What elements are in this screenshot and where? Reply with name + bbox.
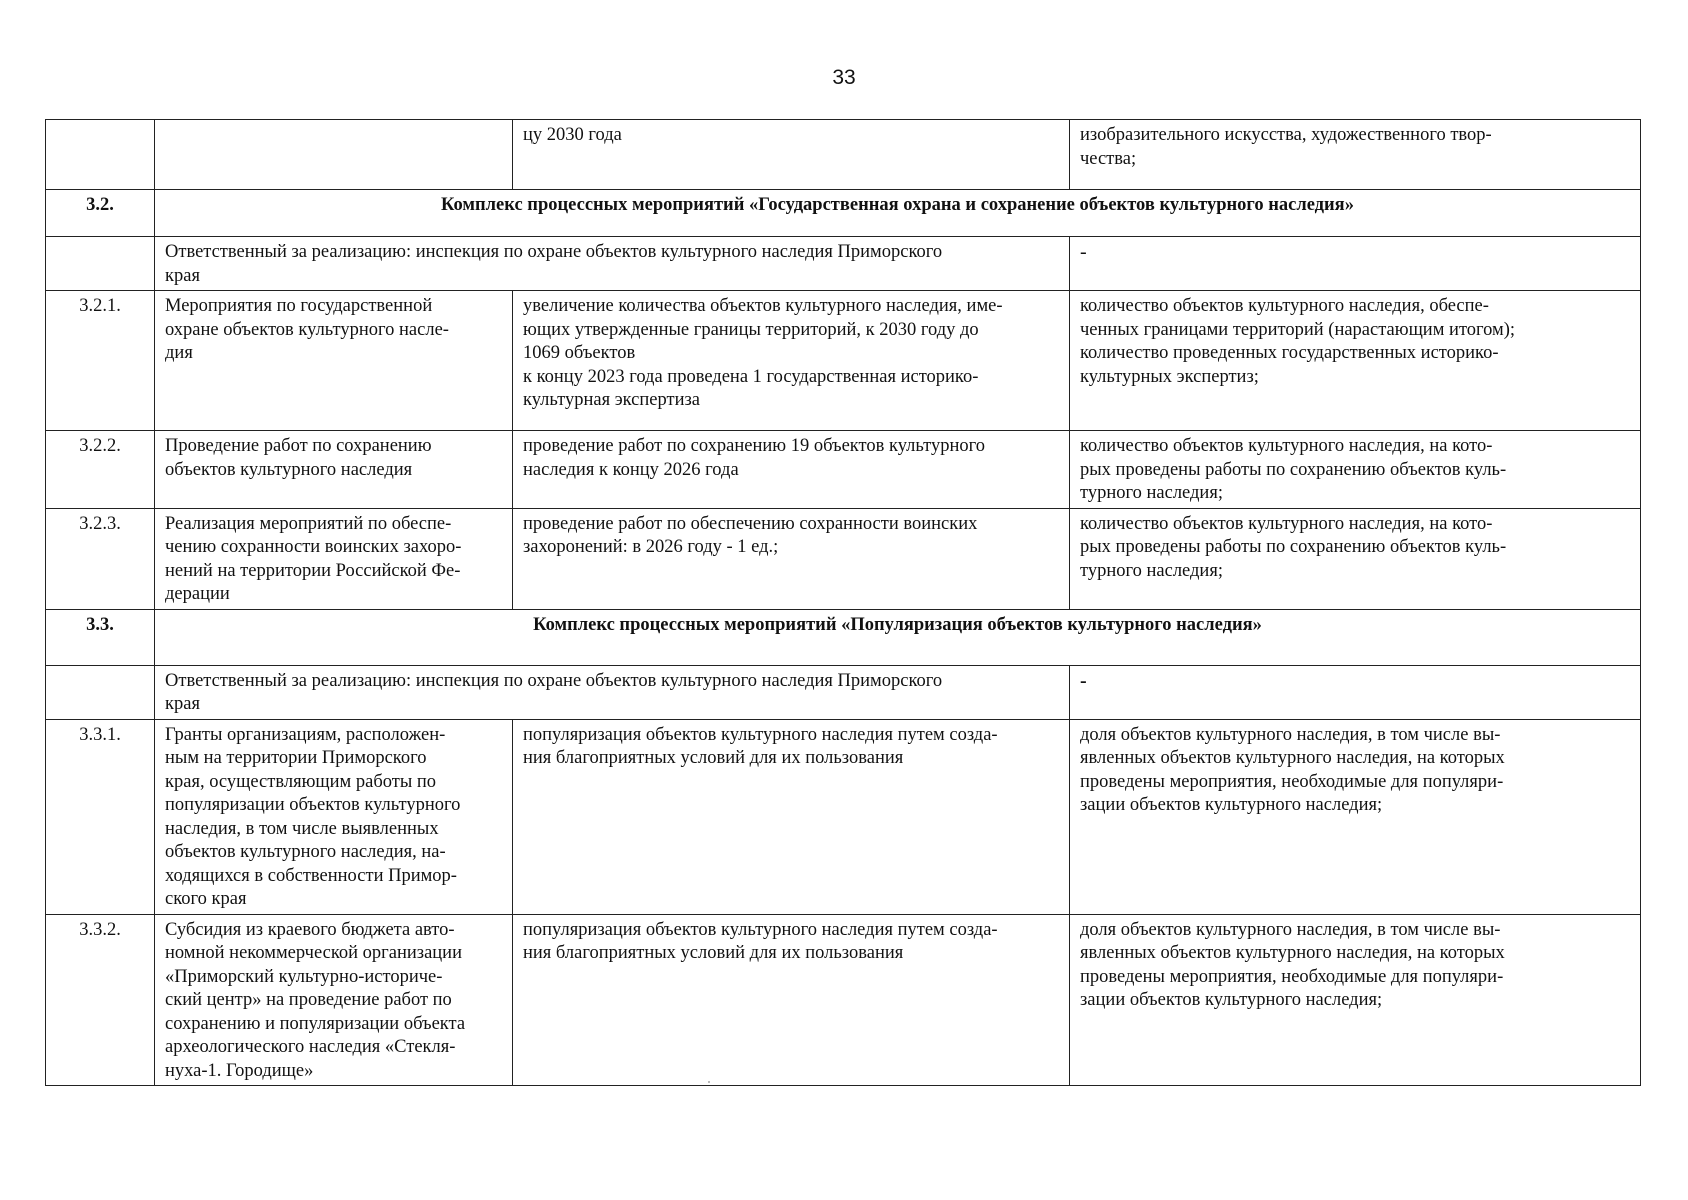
indicator-cell: изобразительного искусства, художественного твор- чества; — [1070, 120, 1641, 190]
indicator-cell: доля объектов культурного наследия, в том числе вы- явленных объектов культурного наследия, на которых проведены мероприятия, необходимые для популяри- зации объектов культурного наследия; — [1070, 914, 1641, 1086]
table-row — [46, 508, 1641, 609]
name-cell: Гранты организациям, расположен- ным на территории Приморского края, осуществляющим работы по популяризации объектов культурного наследия, в том числе выявленных объектов культурного наследия, на- ходящихся в собственности Примор- ского края — [155, 719, 513, 914]
responsible-row — [46, 665, 1641, 719]
section-title: Комплекс процессных мероприятий «Государственная охрана и сохранение объектов культурного наследия» — [155, 190, 1641, 237]
section-number: 3.2. — [46, 190, 155, 237]
name-cell: Реализация мероприятий по обеспе- чению сохранности воинских захоро- нений на территории Российской Фе- дерации — [155, 508, 513, 609]
responsible-text: Ответственный за реализацию: инспекция по охране объектов культурного наследия Приморского края — [155, 665, 1070, 719]
result-cell: популяризация объектов культурного наследия путем созда- ния благоприятных условий для их пользования — [513, 914, 1070, 1086]
result-cell: проведение работ по обеспечению сохранности воинских захоронений: в 2026 году - 1 ед.; — [513, 508, 1070, 609]
name-cell: Мероприятия по государственной охране объектов культурного насле- дия — [155, 291, 513, 431]
result-cell: цу 2030 года — [513, 120, 1070, 190]
row-number: 3.2.2. — [46, 431, 155, 509]
section-number: 3.3. — [46, 609, 155, 665]
row-number: 3.3.2. — [46, 914, 155, 1086]
table-row — [46, 914, 1641, 1086]
section-heading-row — [46, 190, 1641, 237]
scan-artifact — [708, 1081, 710, 1083]
name-cell: Проведение работ по сохранению объектов культурного наследия — [155, 431, 513, 509]
section-heading-row — [46, 609, 1641, 665]
name-cell: Субсидия из краевого бюджета авто- номной некоммерческой организации «Приморский культурно-историче- ский центр» на проведение работ по сохранению и популяризации объекта археологического наследия «Стекля- нуха-1. Городище» — [155, 914, 513, 1086]
indicator-cell: количество объектов культурного наследия, на кото- рых проведены работы по сохранению объектов куль- турного наследия; — [1070, 508, 1641, 609]
row-number: 3.3.1. — [46, 719, 155, 914]
result-cell: проведение работ по сохранению 19 объектов культурного наследия к концу 2026 года — [513, 431, 1070, 509]
table-row — [46, 120, 1641, 190]
measures-table — [45, 119, 1641, 1086]
result-cell: увеличение количества объектов культурного наследия, име- ющих утвержденные границы территорий, к 2030 году до 1069 объектов к концу 2023 года проведена 1 государственная историко- культурная экспертиза — [513, 291, 1070, 431]
indicator-cell: доля объектов культурного наследия, в том числе вы- явленных объектов культурного наследия, на которых проведены мероприятия, необходимые для популяри- зации объектов культурного наследия; — [1070, 719, 1641, 914]
indicator-cell: количество объектов культурного наследия, на кото- рых проведены работы по сохранению объектов куль- турного наследия; — [1070, 431, 1641, 509]
section-title: Комплекс процессных мероприятий «Популяризация объектов культурного наследия» — [155, 609, 1641, 665]
table-row — [46, 719, 1641, 914]
name-cell — [155, 120, 513, 190]
table-row — [46, 291, 1641, 431]
row-number: 3.2.1. — [46, 291, 155, 431]
responsible-row — [46, 237, 1641, 291]
page-number: 33 — [832, 66, 856, 89]
num-cell — [46, 120, 155, 190]
indicator-cell: количество объектов культурного наследия, обеспе- ченных границами территорий (нарастающим итогом); количество проведенных государственных историко- культурных экспертиз; — [1070, 291, 1641, 431]
result-cell: популяризация объектов культурного наследия путем созда- ния благоприятных условий для их пользования — [513, 719, 1070, 914]
responsible-dash: - — [1070, 665, 1641, 719]
responsible-dash: - — [1070, 237, 1641, 291]
responsible-text: Ответственный за реализацию: инспекция по охране объектов культурного наследия Приморского края — [155, 237, 1070, 291]
table-row — [46, 431, 1641, 509]
row-number: 3.2.3. — [46, 508, 155, 609]
